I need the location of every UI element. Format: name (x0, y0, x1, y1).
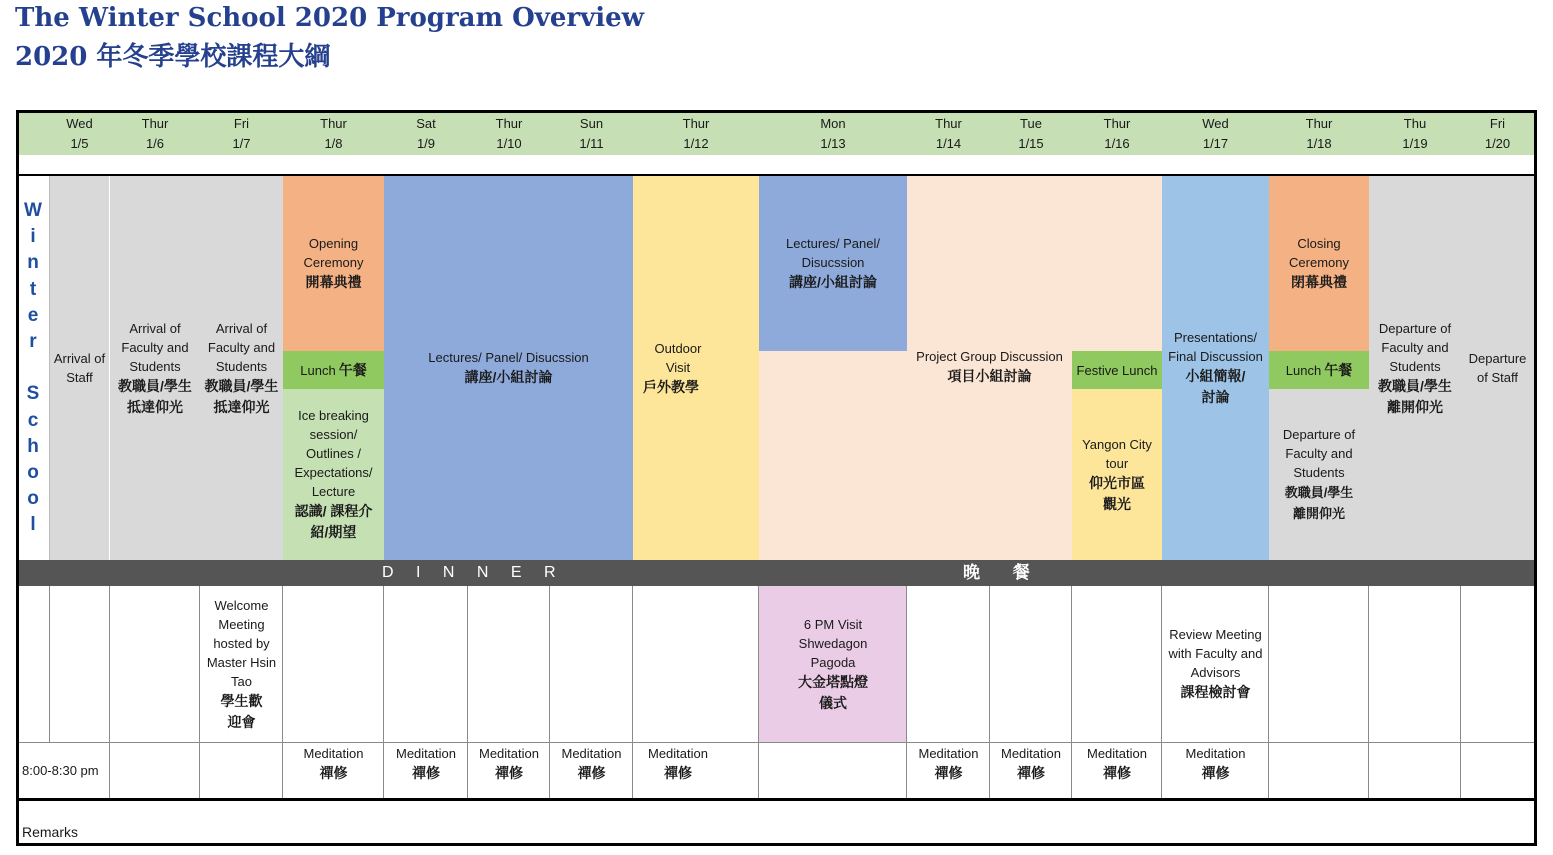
session-text-zh: 教職員/學生抵達仰光 (118, 377, 192, 415)
day-name: Wed (66, 116, 93, 131)
winter-school-letter: r (29, 331, 37, 353)
meditation-cell (283, 744, 384, 794)
winter-school-letter: n (27, 252, 39, 274)
meditation-zh: 禪修 (1017, 765, 1045, 781)
day-date: 1/20 (1484, 136, 1511, 151)
day-name: Thur (1305, 116, 1333, 131)
meditation-zh: 禪修 (1201, 765, 1230, 781)
meditation-en: Meditation (396, 746, 456, 761)
session-lectures (384, 176, 633, 560)
date-header (1162, 113, 1269, 155)
day-date: 1/16 (1104, 136, 1130, 151)
day-name: Thur (320, 116, 347, 131)
meditation-zh: 禪修 (1103, 765, 1131, 781)
day-name: Mon (820, 116, 846, 131)
event-text-zh: 大金塔點燈儀式 (798, 673, 868, 711)
day-date: 1/12 (683, 136, 709, 151)
date-header (49, 113, 110, 155)
remarks-divider (19, 798, 1534, 801)
grid-line (383, 586, 384, 798)
event-text-zh: 課程檢討會 (1180, 684, 1251, 700)
meditation-cell (907, 744, 990, 794)
meditation-zh: 禪修 (412, 765, 440, 781)
page-title-zh: 2020 年冬季學校課程大綱 (15, 42, 331, 72)
grid-line (1071, 586, 1072, 798)
date-header (990, 113, 1072, 155)
grid-line (549, 586, 550, 798)
winter-school-letter: e (27, 304, 39, 326)
session-arrival-students (110, 176, 200, 560)
grid-line (49, 176, 50, 560)
session-text-en: Festive Lunch (1076, 362, 1158, 378)
grid-line (1460, 586, 1461, 798)
session-text-en: Lectures/ Panel/ Disucssion (428, 350, 589, 365)
date-header (1269, 113, 1369, 155)
grid-line (1268, 586, 1269, 798)
day-date: 1/5 (70, 136, 89, 151)
dinner-label-en: D I N N E R (382, 564, 565, 581)
session-presentations (1162, 176, 1269, 560)
day-name: Thu (1403, 116, 1427, 131)
meditation-en: Meditation (561, 746, 622, 761)
event-text-en: Review Meeting with Faculty and Advisors (1168, 627, 1263, 680)
meditation-en: Meditation (1001, 746, 1061, 761)
winter-school-letter: o (27, 462, 39, 484)
day-date: 1/13 (820, 136, 846, 151)
day-name: Fri (233, 116, 250, 131)
session-text-en: Opening Ceremony (303, 236, 364, 270)
grid-line (1368, 586, 1369, 798)
grid-line (199, 586, 200, 798)
session-text-zh: 教職員/學生抵達仰光 (204, 377, 279, 415)
meditation-en: Meditation (479, 746, 539, 761)
event-text-en: 6 PM Visit Shwedagon Pagoda (798, 616, 868, 670)
evening-welcome-meeting (200, 586, 283, 742)
session-text-zh: 講座/小組討論 (789, 274, 877, 290)
day-name: Wed (1202, 116, 1229, 131)
grid-line (632, 586, 633, 798)
meditation-cell (384, 744, 468, 794)
meditation-en: Meditation (303, 746, 364, 761)
day-date: 1/14 (935, 136, 962, 151)
session-text-zh: 仰光市區觀光 (1089, 474, 1145, 512)
date-header (200, 113, 283, 155)
session-text-en: Arrival of Faculty and Students (207, 320, 276, 374)
session-departure-students (1369, 176, 1461, 560)
meditation-time (19, 742, 110, 798)
meditation-en: Meditation (648, 746, 708, 761)
session-closing-ceremony (1269, 176, 1369, 351)
day-name: Sun (579, 116, 604, 131)
date-header (1369, 113, 1461, 155)
winter-school-letter: i (30, 226, 36, 248)
session-text-en: Lunch (300, 362, 336, 378)
session-text-zh: 閉幕典禮 (1291, 274, 1347, 290)
day-date: 1/9 (416, 136, 436, 151)
day-date: 1/6 (145, 136, 165, 151)
meditation-cell (468, 744, 550, 794)
session-text-en: Closing Ceremony (1289, 236, 1349, 270)
meditation-cell (1162, 744, 1269, 794)
evening-pagoda-visit (759, 586, 907, 742)
session-arrival-staff (50, 176, 109, 560)
session-text-en: Lunch (1285, 362, 1322, 378)
date-header (633, 113, 759, 155)
winter-school-letter: l (30, 514, 36, 536)
meditation-zh: 禪修 (319, 765, 348, 781)
meditation-zh: 禪修 (495, 765, 523, 781)
grid-line (1161, 586, 1162, 798)
meditation-zh: 禪修 (577, 765, 606, 781)
session-lunch (1269, 351, 1369, 389)
meditation-en: Meditation (1087, 746, 1147, 761)
page-title-en: The Winter School 2020 Program Overview (15, 3, 644, 33)
session-text-en: Arrival of Faculty and Students (121, 320, 189, 374)
grid-line (989, 586, 990, 798)
day-date: 1/19 (1402, 136, 1428, 151)
day-date: 1/15 (1018, 136, 1044, 151)
meditation-en: Meditation (1185, 746, 1246, 761)
date-header (1461, 113, 1534, 155)
day-date: 1/8 (324, 136, 343, 151)
session-arrival-students (200, 176, 283, 560)
event-text-zh: 學生歡迎會 (220, 692, 263, 730)
date-header (550, 113, 633, 155)
session-text-zh: 教職員/學生離開仰光 (1284, 485, 1354, 521)
evening-review-meeting (1162, 586, 1269, 742)
session-text-zh: 教職員/學生離開仰光 (1378, 377, 1452, 415)
session-text-en: Lectures/ Panel/ Disucssion (786, 236, 880, 270)
session-text-en: Outdoor Visit (654, 340, 702, 375)
session-text-zh: 項目小組討論 (947, 368, 1032, 384)
session-festive-lunch (1072, 351, 1162, 389)
grid-line (467, 586, 468, 798)
winter-school-letter: h (27, 435, 39, 457)
session-text-en: Departure of Faculty and Students (1378, 320, 1452, 374)
day-date: 1/7 (232, 136, 251, 151)
day-name: Thur (682, 116, 710, 131)
session-text-zh: 小組簡報/討論 (1185, 368, 1246, 405)
session-ice-breaking (283, 389, 384, 560)
session-text-zh: 戶外教學 (643, 378, 699, 395)
session-text-en: Ice breaking session/ Outlines / Expectations/ Lecture (294, 408, 373, 499)
winter-school-label (20, 198, 46, 539)
event-text-en: Welcome Meeting hosted by Master Hsin Tao (206, 597, 277, 689)
day-name: Sat (416, 116, 436, 131)
date-header (468, 113, 550, 155)
grid-line (758, 586, 759, 798)
day-name: Thur (935, 116, 962, 131)
meditation-cell (1072, 744, 1162, 794)
date-header (1072, 113, 1162, 155)
grid-line (906, 586, 907, 798)
meditation-cell (550, 744, 633, 794)
meditation-zh: 禪修 (934, 765, 963, 781)
winter-school-letter (30, 355, 35, 381)
session-departure-staff (1461, 176, 1534, 560)
date-header (907, 113, 990, 155)
session-text-zh: 午餐 (338, 361, 367, 378)
winter-school-letter: W (24, 200, 42, 221)
meditation-cell (990, 744, 1072, 794)
day-name: Fri (1489, 116, 1506, 131)
session-text-en: Departure of Faculty and Students (1282, 427, 1356, 480)
meditation-cell (633, 744, 723, 794)
day-date: 1/17 (1202, 136, 1229, 151)
session-text-en: Yangon City tour (1082, 436, 1152, 471)
grid-line (19, 742, 1534, 743)
session-lunch (283, 351, 384, 389)
session-text-zh: 認識/ 課程介紹/期望 (294, 503, 373, 540)
grid-line (282, 586, 283, 798)
winter-school-letter: S (26, 383, 40, 405)
day-name: Thur (1103, 116, 1131, 131)
session-text-en: Project Group Discussion (916, 349, 1063, 364)
remarks-label: Remarks (22, 824, 79, 840)
session-departure-students (1269, 389, 1369, 560)
date-header (283, 113, 384, 155)
dinner-label-zh: 晚 餐 (963, 563, 1044, 582)
date-header (110, 113, 200, 155)
day-name: Thur (495, 116, 523, 131)
meditation-zh: 禪修 (664, 765, 692, 781)
session-text-en: Presentations/ Final Discussion (1168, 330, 1263, 364)
date-header (759, 113, 907, 155)
grid-line (49, 586, 50, 742)
date-header (384, 113, 468, 155)
session-text-zh: 午餐 (1324, 361, 1353, 378)
session-project-bg (907, 176, 1162, 351)
winter-school-letter: o (27, 488, 39, 510)
session-text-en: Arrival of Staff (53, 351, 106, 385)
session-text-zh: 講座/小組討論 (464, 369, 553, 385)
day-date: 1/10 (496, 136, 522, 151)
session-text-zh: 開幕典禮 (305, 274, 362, 290)
meditation-time-label: 8:00-8:30 pm (22, 762, 99, 778)
session-opening-ceremony (283, 176, 384, 351)
session-outdoor-visit (633, 176, 759, 560)
session-city-tour (1072, 389, 1162, 560)
session-project-discussion (907, 336, 1072, 398)
day-date: 1/11 (579, 136, 604, 151)
day-name: Thur (141, 116, 169, 131)
dinner-bar (19, 560, 1534, 586)
meditation-en: Meditation (918, 746, 979, 761)
day-date: 1/18 (1306, 136, 1332, 151)
grid-line (109, 586, 110, 798)
winter-school-letter: t (29, 278, 37, 300)
day-name: Tue (1020, 116, 1042, 131)
session-text-en: Departure of Staff (1468, 351, 1527, 385)
winter-school-letter: c (27, 409, 39, 431)
session-lectures (759, 176, 907, 351)
